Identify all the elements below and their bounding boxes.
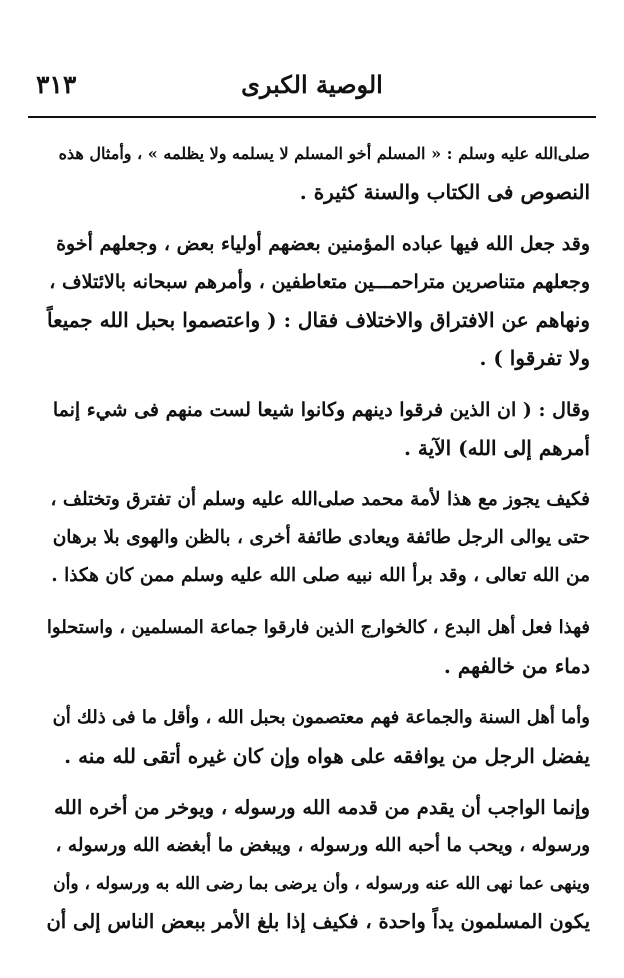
text-line: ولا تفرقوا ) . <box>479 346 590 370</box>
text-line: النصوص فى الكتاب والسنة كثيرة . <box>299 180 590 204</box>
text-line: وقال : ( ان الذين فرقوا دينهم وكانوا شيعا لست منهم فى شيء إنما <box>52 399 590 421</box>
page-number: ٣١٣ <box>36 70 77 99</box>
text-line: وإنما الواجب أن يقدم من قدمه الله ورسوله ، ويوخر من أخره الله <box>53 796 590 819</box>
text-line: فكيف يجوز مع هذا لأمة محمد صلى‌الله عليه وسلم أن تفترق وتختلف ، <box>50 489 590 510</box>
text-line: فهذا فعل أهل البدع ، كالخوارج الذين فارقوا جماعة المسلمين ، واستحلوا <box>46 617 590 638</box>
text-line: وأما أهل السنة والجماعة فهم معتصمون بحبل الله ، وأقل ما فى ذلك أن <box>52 707 590 728</box>
text-line: وجعلهم متناصرين متراحمـــين متعاطفين ، وأمرهم سبحانه بالائتلاف ، <box>49 271 590 293</box>
text-line: دماء من خالفهم . <box>443 654 590 678</box>
running-title: الوصية الكبرى <box>241 70 383 99</box>
header-rule <box>28 116 596 118</box>
paragraph <box>44 225 590 377</box>
text-line: حتى يوالى الرجل طائفة ويعادى طائفة أخرى ، بالظن والهوى بلا برهان <box>52 527 590 548</box>
text-line: أمرهم إلى الله) الآية . <box>403 436 590 460</box>
page-header <box>30 64 594 108</box>
page-body <box>44 135 590 941</box>
text-line: من الله تعالى ، وقد برأ الله نبيه صلى الله عليه وسلم ممن كان هكذا . <box>51 565 590 586</box>
text-line: ورسوله ، ويحب ما أحبه الله ورسوله ، ويبغض ما أبغضه الله ورسوله ، <box>55 835 590 856</box>
text-line: صلى‌الله عليه وسلم : « المسلم أخو المسلم لا يسلمه ولا يظلمه » ، وأمثال هذه <box>58 144 590 163</box>
text-line: يكون المسلمون يداً واحدة ، فكيف إذا بلغ الأمر ببعض الناس إلى أن <box>46 910 590 933</box>
paragraph <box>44 789 590 941</box>
paragraph <box>44 391 590 467</box>
paragraph <box>44 481 590 595</box>
text-line: وينهى عما نهى الله عنه ورسوله ، وأن يرضى بما رضى الله به ورسوله ، وأن <box>53 874 590 894</box>
paragraph <box>44 609 590 685</box>
text-line: ونهاهم عن الافتراق والاختلاف فقال : ( واعتصموا بحبل الله جميعاً <box>46 308 590 332</box>
text-line: يفضل الرجل من يوافقه على هواه وإن كان غيره أتقى لله منه . <box>64 744 590 768</box>
paragraph <box>44 699 590 775</box>
text-line: وقد جعل الله فيها عباده المؤمنين بعضهم أولياء بعض ، وجعلهم أخوة <box>56 233 590 255</box>
paragraph <box>44 135 590 211</box>
